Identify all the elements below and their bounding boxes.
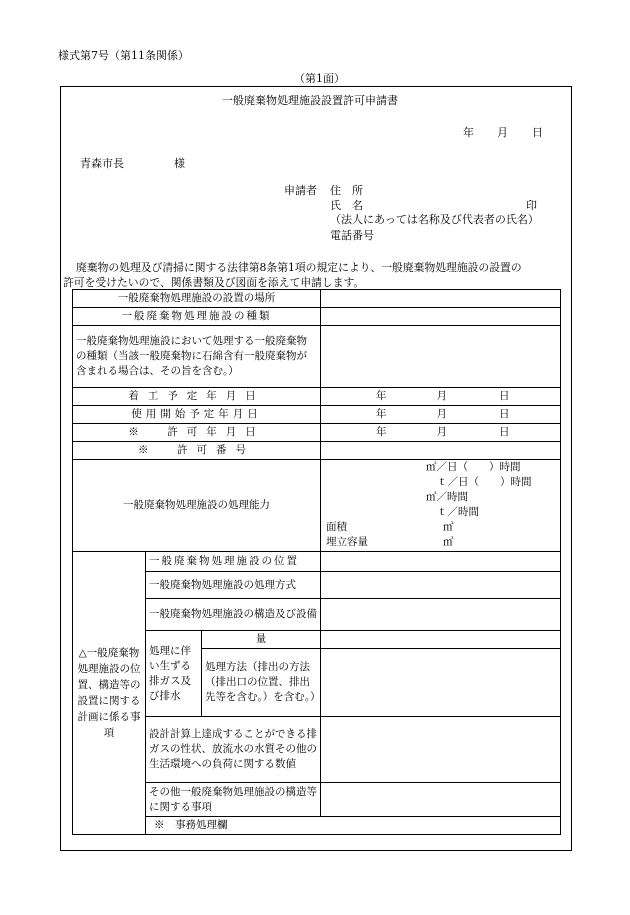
page-label: （第1面） — [294, 72, 345, 85]
form-id: 様式第7号（第11条関係） — [58, 49, 189, 62]
facility-type-value[interactable] — [321, 308, 561, 326]
other-matters-label: その他一般廃棄物処理施設の構造等に関する事項 — [146, 783, 321, 817]
design-values-value[interactable] — [321, 717, 561, 783]
design-values-label: 設計計算上達成することができる排ガスの性状、放流水の水質その他の生活環境への負荷に関する数値 — [146, 717, 321, 783]
capacity-line-3: ㎥／時間 — [426, 491, 469, 503]
date-month-unit: 月 — [436, 426, 448, 438]
waste-type-value[interactable] — [321, 326, 561, 388]
capacity-value[interactable] — [321, 460, 561, 552]
landfill-label: 埋立容量 — [326, 536, 369, 548]
form-title: 一般廃棄物処理施設設置許可申請書 — [222, 94, 398, 107]
permit-number-value[interactable] — [321, 442, 561, 460]
use-start-label: 使用開始予定年月日 — [73, 406, 321, 424]
waste-type-label: 一般廃棄物処理施設において処理する一般廃棄物の種類（当該一般廃棄物に石綿含有一般廃棄物が含まれる場合は、その旨を含む。） — [73, 326, 321, 388]
applicant-seal: 印 — [526, 199, 537, 212]
permit-date-value[interactable] — [321, 424, 561, 442]
applicant-label: 申請者 — [284, 184, 317, 197]
date-month-unit: 月 — [436, 408, 448, 420]
permit-date-label: ※ 許可年月日 — [73, 424, 321, 442]
use-start-value[interactable] — [321, 406, 561, 424]
applicant-name-label: 氏 名 — [330, 199, 363, 212]
addressee-name: 青森市長 — [80, 157, 124, 170]
date-day-unit: 日 — [499, 426, 510, 438]
position-value[interactable] — [321, 552, 561, 572]
capacity-label: 一般廃棄物処理施設の処理能力 — [73, 460, 321, 552]
application-table — [72, 289, 561, 835]
structure-value[interactable] — [321, 599, 561, 631]
location-value[interactable] — [321, 290, 561, 308]
date-day-unit: 日 — [499, 408, 510, 420]
intro-line-1: 廃棄物の処理及び清掃に関する法律第8条第1項の規定により、一般廃棄物処理施設の設置の — [76, 261, 522, 274]
other-matters-value[interactable] — [321, 783, 561, 817]
office-use-label: ※ 事務処理欄 — [146, 817, 561, 835]
applicant-note: （法人にあっては名称及び代表者の氏名） — [330, 213, 539, 226]
disposal-method-value[interactable] — [321, 649, 561, 717]
date-year-unit: 年 — [376, 390, 387, 402]
landfill-unit: ㎥ — [443, 536, 454, 548]
intro-line-2: 許可を受けたいので、関係書類及び図面を添えて申請します。 — [63, 276, 365, 289]
date-year-unit: 年 — [376, 408, 387, 420]
position-label: 一般廃棄物処理施設の位置 — [146, 552, 321, 572]
applicant-address-label: 住 所 — [330, 184, 363, 197]
addressee-honorific: 様 — [174, 157, 185, 170]
applicant-phone-label: 電話番号 — [330, 229, 374, 242]
date-year-unit: 年 — [376, 426, 387, 438]
capacity-line-4: ｔ／時間 — [437, 506, 480, 518]
date-day: 日 — [532, 126, 543, 139]
date-month: 月 — [497, 126, 508, 139]
location-label: 一般廃棄物処理施設の設置の場所 — [73, 290, 321, 308]
capacity-line-1: ㎥／日（ ）時間 — [426, 461, 521, 473]
plan-label: △一般廃棄物処理施設の位置、構造等の設置に関する計画に係る事項 — [73, 552, 146, 835]
emission-label: 処理に伴い生ずる排ガス及び排水 — [146, 631, 202, 717]
date-month-unit: 月 — [436, 390, 448, 402]
amount-value[interactable] — [321, 631, 561, 649]
method-value[interactable] — [321, 572, 561, 599]
area-unit: ㎡ — [443, 521, 454, 533]
area-label: 面積 — [326, 521, 348, 533]
disposal-method-label: 処理方法（排出の方法（排出口の位置、排出先等を含む。）を含む。） — [202, 649, 321, 717]
construction-start-value[interactable] — [321, 388, 561, 406]
structure-label: 一般廃棄物処理施設の構造及び設備 — [146, 599, 321, 631]
date-day-unit: 日 — [499, 390, 510, 402]
permit-number-label: ※ 許可番号 — [73, 442, 321, 460]
date-year: 年 — [463, 126, 474, 139]
amount-label: 量 — [202, 631, 321, 649]
capacity-line-2: ｔ／日（ ）時間 — [437, 476, 532, 488]
construction-start-label: 着工予定年月日 — [73, 388, 321, 406]
facility-type-label: 一般廃棄物処理施設の種類 — [73, 308, 321, 326]
method-label: 一般廃棄物処理施設の処理方式 — [146, 572, 321, 599]
